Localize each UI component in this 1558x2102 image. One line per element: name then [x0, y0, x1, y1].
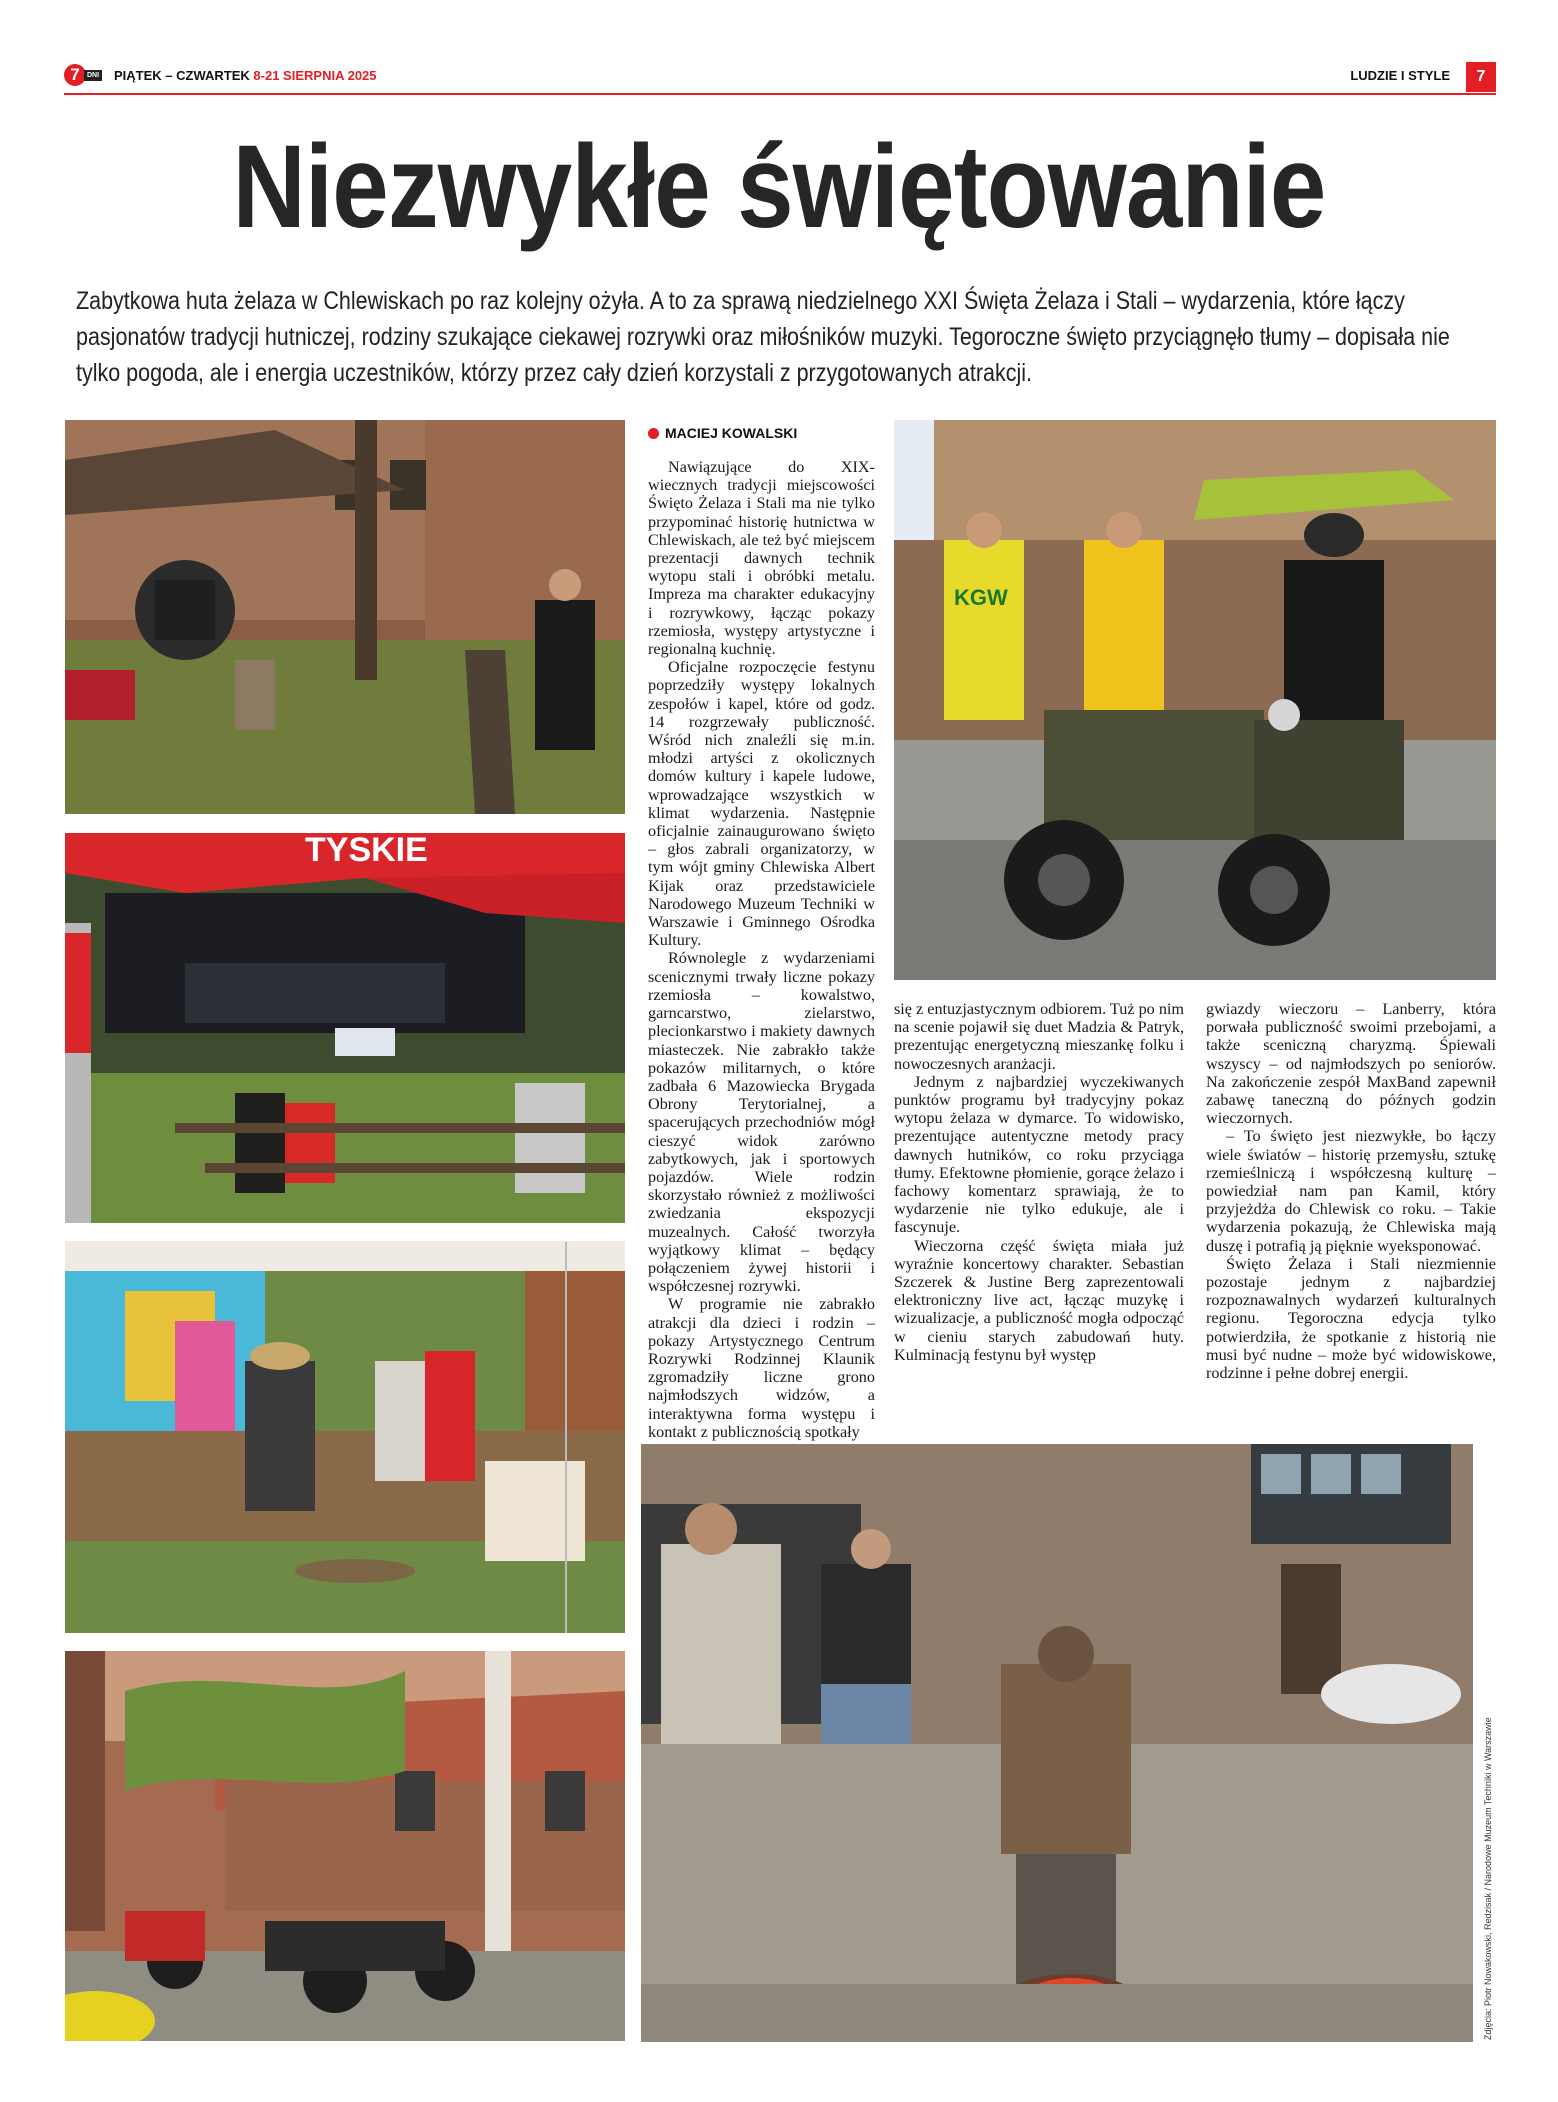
column-2-paragraph: się z entuzjastycznym odbiorem. Tuż po nim na scenie pojawił się duet Madzia & Patryk, prezentując energetyczną mieszankę folku i nowoczesnych aranżacji.: [894, 1000, 1184, 1073]
column-3-paragraph: gwiazdy wieczoru – Lanberry, która porwała publiczność swoimi przebojami, a także sceniczną charyzmą. Śpiewali wszyscy – od najmłodszych po seniorów. Na zakończenie zespół MaxBand zapewnił zabawę taneczną do późnych godzin wieczornych.: [1206, 1000, 1496, 1128]
newspaper-logo[interactable]: [64, 64, 104, 88]
column-1-paragraph: Oficjalne rozpoczęcie festynu poprzedziły występy lokalnych zespołów i kapel, które od godz. 14 rozgrzewały publiczność. Wśród nich znaleźli się m.in. młodzi artyści z okolicznych domów kultury i kapele ludowe, wprowadzające wszystkich w klimat wydarzenia. Następnie oficjalnie zainaugurowano święto – głos zabrali organizatorzy, w tym wójt gminy Chlewiska Albert Kijak oraz przedstawiciele Narodowego Muzeum Techniki w Warszawie i Gminnego Ośrodka Kultury.: [648, 658, 875, 950]
author-name: MACIEJ KOWALSKI: [665, 425, 798, 441]
column-1-paragraph: Nawiązujące do XIX-wiecznych tradycji miejscowości Święto Żelaza i Stali ma nie tylko przypominać historię hutnictwa w Chlewiskach, ale też być miejscem prezentacji dawnych technik wytopu stali i obróbki metalu. Impreza ma charakter edukacyjny i rozrywkowy, łącząc pokazy rzemiosła, występy artystyczne i regionalną kuchnię.: [648, 458, 875, 659]
photo-pottery-stall[interactable]: [65, 1241, 625, 1633]
article-column-2: [894, 1000, 1184, 1440]
article-column-3: [1206, 1000, 1496, 1440]
column-2-paragraph: Wieczorna część święta miała już wyraźnie koncertowy charakter. Sebastian Szczerek & Justine Berg zaprezentowali elektroniczny live act, łącząc muzykę i wizualizacje, a publiczność mogła odpocząć w cieniu starych zabudowań huty. Kulminacją festynu był występ: [894, 1236, 1184, 1364]
photo-credit: Zdjęcia: Piotr Nowakowski, Redzisak / Narodowe Muzeum Techniki w Warszawie: [1483, 1717, 1493, 2040]
page-number: 7: [1466, 62, 1496, 92]
article-column-1: [648, 458, 875, 1441]
stage-banner-text: TYSKIE: [305, 833, 428, 869]
page-header: [64, 62, 1496, 94]
motorcycles-illustration: [65, 1651, 625, 2041]
column-3-paragraph: Święto Żelaza i Stali niezmiennie pozostaje jednym z najbardziej rozpoznawalnych wydarzeń kulturalnych regionu. Tegoroczna edycja tylko potwierdziła, że spotkanie z historią nie musi być nudne – może być widowiskowe, rodzinne i pełne dobrej energii.: [1206, 1254, 1496, 1383]
article-headline: Niezwykłe świętowanie: [232, 121, 1326, 253]
issue-date: [114, 68, 377, 84]
article-author: [648, 424, 797, 442]
sidecar-illustration: [894, 420, 1496, 980]
photo-iron-smelting[interactable]: [641, 1444, 1473, 2042]
shirt-print-text: KGW: [954, 585, 1008, 610]
iron-smelting-illustration: [641, 1444, 1473, 2042]
author-dot-icon: [648, 428, 659, 439]
header-rule: [64, 93, 1496, 95]
section-name: LUDZIE I STYLE: [1350, 68, 1450, 83]
issue-prefix: PIĄTEK – CZWARTEK: [114, 68, 250, 83]
photo-motorcycles[interactable]: [65, 1651, 625, 2041]
pottery-stall-illustration: [65, 1241, 625, 1633]
photo-forge-shelter[interactable]: [65, 420, 625, 814]
article-lead: Zabytkowa huta żelaza w Chlewiskach po raz kolejny ożyła. A to za sprawą niedzielnego XXI Święta Żelaza i Stali – wydarzenia, które łączy pasjonatów tradycji hutniczej, rodziny szukające ciekawej rozrywki oraz miłośników muzyki. Tegoroczne święto przyciągnęło tłumy – dopisała nie tylko pogoda, ale i energia uczestników, którzy przez cały dzień korzystali z przygotowanych atrakcji.: [76, 287, 1450, 387]
column-2-paragraph: Jednym z najbardziej wyczekiwanych punktów programu był tradycyjny pokaz wytopu żelaza w dymarce. To widowisko, prezentujące autentyczne metody pracy dawnych hutników, co roku przyciąga tłumy. Efektowne płomienie, gorące żelazo i fachowy komentarz sprawiają, że to wydarzenie nie tylko edukuje, ale i fascynuje.: [894, 1072, 1184, 1237]
forge-shelter-illustration: [65, 420, 625, 814]
column-1-paragraph: W programie nie zabrakło atrakcji dla dzieci i rodzin – pokazy Artystycznego Centrum Rozrywki Rodzinnej Klaunik zgromadziły liczne grono najmłodszych widzów, a interaktywna forma występu i kontakt z publicznością spotkały: [648, 1295, 875, 1441]
stage-audience-illustration: [65, 833, 625, 1223]
column-3-paragraph: – To święto jest niezwykłe, bo łączy wiele światów – historię przemysłu, sztukę rzemieślniczą i współczesną kulturę – powiedział nam pan Kamil, który przyjeżdża do Chlewisk co roku. – Takie wydarzenia pokazują, że Chlewiska mają duszę i potrafią ją pięknie wyeksponować.: [1206, 1127, 1496, 1255]
photo-sidecar-motorcycle[interactable]: [894, 420, 1496, 980]
photo-stage-audience[interactable]: [65, 833, 625, 1223]
logo-number: 7: [64, 64, 86, 86]
issue-date-range: 8-21 SIERPNIA 2025: [253, 68, 377, 83]
logo-tag: DNI: [84, 70, 102, 81]
column-1-paragraph: Równolegle z wydarzeniami scenicznymi trwały liczne pokazy rzemiosła – kowalstwo, garncarstwo, zielarstwo, plecionkarstwo i makiety dawnych miasteczek. Nie zabrakło także pokazów militarnych, o które zadbała 6 Mazowiecka Brygada Obrony Terytorialnej, a spacerujących przechodniów mógł cieszyć widok zarówno zabytkowych, jak i sportowych pojazdów. Wiele rodzin skorzystało również z możliwości zwiedzania ekspozycji muzealnych. Całość tworzyła wyjątkowy klimat – będący połączeniem żywej historii i współczesnej rozrywki.: [648, 949, 875, 1296]
